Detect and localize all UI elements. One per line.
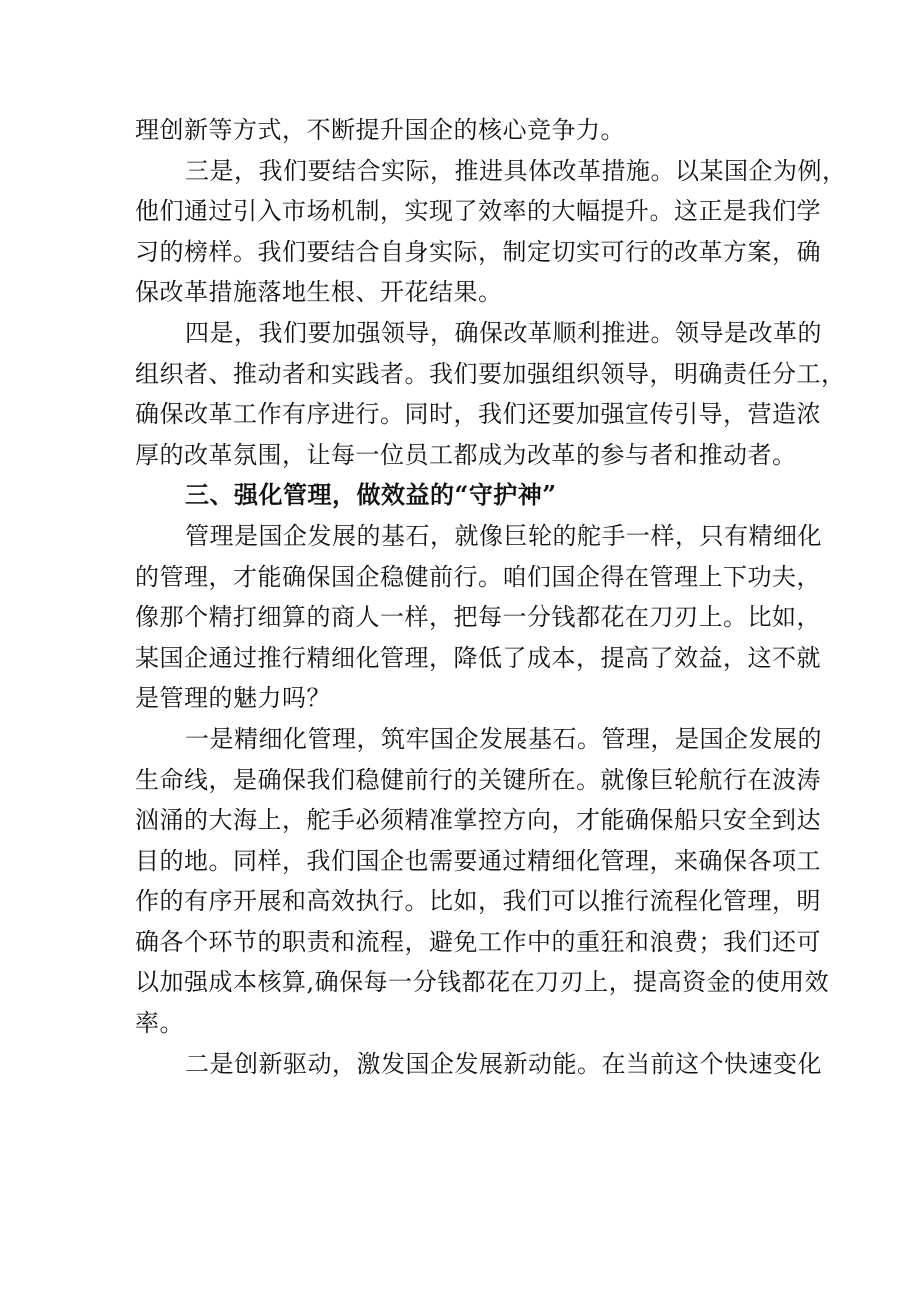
text-line: 生命线，是确保我们稳健前行的关键所在。就像巨轮航行在波涛: [135, 765, 821, 794]
text-line: 厚的改革氛围，让每一位员工都成为改革的参与者和推动者。: [135, 440, 797, 469]
section-heading: 三、强化管理，做效益的“守护神”: [185, 480, 557, 510]
text-line: 保改革措施落地生根、开花结果。: [135, 278, 503, 307]
text-line: 组织者、推动者和实践者。我们要加强组织领导，明确责任分工，: [135, 359, 846, 388]
paragraph-first-line: 三是，我们要结合实际，推进具体改革措施。以某国企为例，: [185, 156, 847, 185]
text-line: 确各个环节的职责和流程，避免工作中的重狂和浪费；我们还可: [135, 927, 821, 956]
text-line: 习的榜样。我们要结合自身实际，制定切实可行的改革方案，确: [135, 237, 821, 266]
text-line: 是管理的魅力吗？: [135, 684, 331, 713]
paragraph-first-line: 一是精细化管理，筑牢国企发展基石。管理，是国企发展的: [185, 724, 822, 753]
document-body: [135, 110, 847, 1084]
paragraph-first-line: 管理是国企发展的基石，就像巨轮的舵手一样，只有精细化: [185, 521, 822, 550]
text-line: 他们通过引入市场机制，实现了效率的大幅提升。这正是我们学: [135, 197, 821, 226]
text-line: 汹涌的大海上，舵手必须精准掌控方向，才能确保船只安全到达: [135, 806, 821, 835]
paragraph-first-line: 二是创新驱动，激发国企发展新动能。在当前这个快速变化: [185, 1049, 822, 1078]
text-line: 的管理，才能确保国企稳健前行。咱们国企得在管理上下功夫，: [135, 562, 821, 591]
text-line: 以加强成本核算,确保每一分钱都花在刀刃上，提高资金的使用效: [135, 968, 830, 997]
text-line: 某国企通过推行精细化管理，降低了成本，提高了效益，这不就: [135, 643, 821, 672]
text-line: 理创新等方式，不断提升国企的核心竞争力。: [135, 116, 625, 144]
text-line: 目的地。同样，我们国企也需要通过精细化管理，来确保各项工: [135, 846, 821, 875]
text-line: 率。: [135, 1009, 184, 1038]
paragraph-first-line: 四是，我们要加强领导，确保改革顺利推进。领导是改革的: [185, 318, 822, 347]
text-line: 作的有序开展和高效执行。比如，我们可以推行流程化管理，明: [135, 887, 821, 916]
text-line: 像那个精打细算的商人一样，把每一分钱都花在刀刃上。比如，: [135, 603, 821, 632]
text-line: 确保改革工作有序进行。同时，我们还要加强宣传引导，营造浓: [135, 400, 821, 429]
